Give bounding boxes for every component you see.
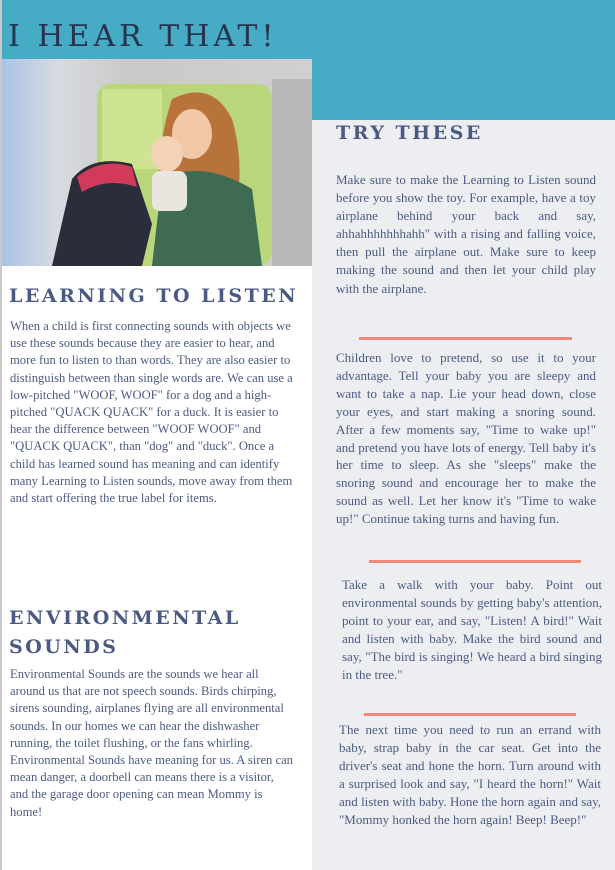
divider bbox=[369, 560, 581, 563]
environmental-sounds-body bbox=[10, 666, 295, 821]
learning-to-listen-body: When a child is first connecting sounds with objects we use these sounds because they are easier to hear, and more fun to listen to than words. They are also easier to distinguish between than single words are. We can use a low-pitched "WOOF, WOOF" for a dog and a high-pitched "QUACK QUACK" for a duck. It is easier to hear the difference between "WOOF WOOF" and "QUACK QUACK", than "dog" and "duck". Once a child has learned sound has meaning and can identify many Learning to Listen sounds, move away from them and start offering the true label for items. bbox=[10, 319, 293, 506]
page-title: I HEAR THAT! bbox=[8, 19, 278, 54]
tip-learning-sound: Make sure to make the Learning to Listen sound before you show the toy. For example, have a toy airplane behind your back and say, ahhahhhhhhhahh" with a rising and falling voice, then pull the airplane out. Make sure to keep making the sound and then let your child play with the airplane. bbox=[336, 172, 596, 296]
divider bbox=[364, 713, 576, 716]
tip-pretend-sleep: Children love to pretend, so use it to your advantage. Tell your baby you are sleepy and want to take a nap. Lie your head down, close your eyes, and start making a snoring sound. After a few moments say, "Time to wake up!" and pretend you have lots of energy. Tell baby it's her time to sleep. As she "sleeps" make the snoring sound and encourage her to make the sound as well. Let her know it's "Time to wake up!" Continue taking turns and having fun. bbox=[336, 350, 596, 527]
tip-car-horn: The next time you need to run an errand with baby, strap baby in the car seat. Get into the driver's seat and hone the horn. Turn around with a surprised look and say, "I heard the horn!" Wait and listen with baby. Hone the horn again and say, "Mommy honked the horn again! Beep! Beep!" bbox=[339, 722, 601, 828]
mother-baby-car-seat-photo bbox=[2, 59, 312, 266]
divider bbox=[359, 337, 572, 340]
environmental-paragraph-1: Environmental Sounds are the sounds we hear all around us that are not speech sounds. Birds chirping, sirens sounding, airplanes flying are all environmental sounds. In our homes we can hear the dishwasher running, the toilet flushing, or the fans whirling. bbox=[10, 667, 284, 750]
tip-walk-bird: Take a walk with your baby. Point out environmental sounds by getting baby's attention, point to your ear, and say, "Listen! A bird!" Wait and listen with baby. Make the bird sound and say, "The bird is singing! We heard a bird singing in the tree." bbox=[342, 577, 602, 683]
environmental-paragraph-2: Environmental Sounds have meaning for us. A siren can mean danger, a doorbell can means there is a visitor, and the garage door opening can mean Mommy is home! bbox=[10, 753, 293, 819]
photo-illustration-icon bbox=[2, 59, 312, 266]
environmental-sounds-heading: ENVIRONMENTAL SOUNDS bbox=[9, 607, 241, 658]
try-these-heading: TRY THESE bbox=[336, 122, 483, 144]
learning-to-listen-heading: LEARNING TO LISTEN bbox=[9, 285, 299, 307]
